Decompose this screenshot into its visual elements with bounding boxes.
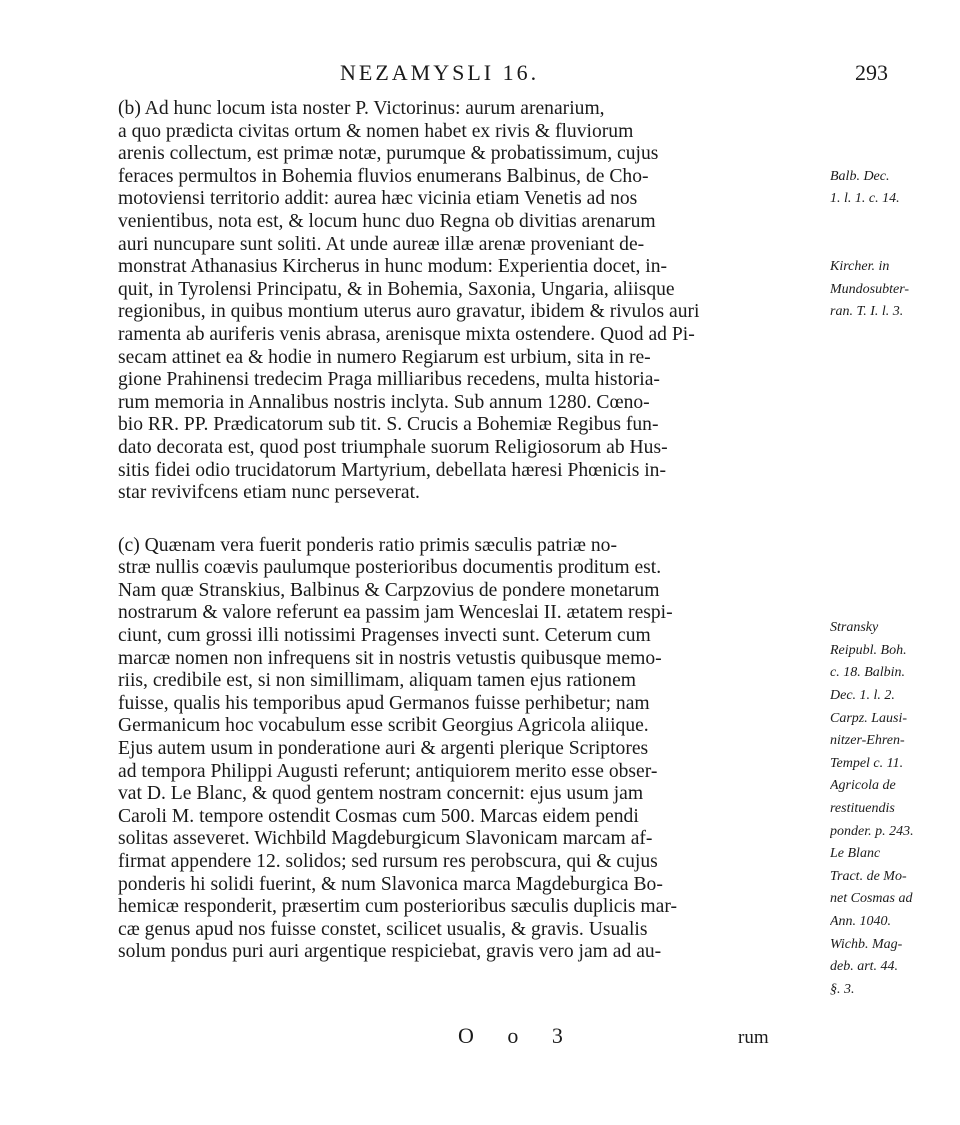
text-line: quit, in Tyrolensi Principatu, & in Bohemia, Saxonia, Ungaria, aliisque: [118, 278, 675, 300]
margin-note-line: c. 18. Balbin.: [830, 665, 906, 681]
text-line: Ejus autem usum in ponderatione auri & argenti plerique Scriptores: [118, 738, 649, 760]
text-line: hemicæ responderit, præsertim cum posterioribus sæculis duplicis mar-: [118, 896, 678, 918]
margin-note-line: [830, 98, 958, 121]
footnote-c: [118, 535, 830, 964]
margin-note-line: ran. T. I. l. 3.: [830, 304, 904, 320]
text-line: nostrarum & valore referunt ea passim jam Wenceslai II. ætatem respi-: [118, 602, 673, 624]
margin-note-line: Mundosubter-: [830, 281, 910, 297]
text-line: ciunt, cum grossi illi notissimi Pragenses invecti sunt. Ceterum cum: [118, 625, 651, 647]
text-line: stræ nullis coævis paulumque posterioribus documentis proditum est.: [118, 557, 662, 579]
margin-note-line: Wichb. Mag-: [830, 936, 903, 952]
page-footer: [118, 1023, 830, 1051]
margin-note-line: Balb. Dec.: [830, 168, 890, 184]
text-line: cæ genus apud nos fuisse constet, scilicet usualis, & gravis. Usualis: [118, 918, 648, 940]
margin-note-line: [830, 234, 958, 257]
text-line: (b) Ad hunc locum ista noster P. Victorinus: aurum arenarium,: [118, 98, 605, 119]
signature-mark: O o 3: [458, 1023, 577, 1048]
marginal-notes-b: [830, 98, 958, 324]
margin-note-line: Tempel c. 11.: [830, 755, 904, 771]
text-line: gione Prahinensi tredecim Praga milliaribus recedens, multa historia-: [118, 369, 660, 391]
text-line: motoviensi territorio addit: aurea hæc vicinia etiam Venetis ad nos: [118, 188, 638, 210]
margin-note-line: ponder. p. 243.: [830, 823, 914, 839]
margin-note-line: 1. l. 1. c. 14.: [830, 191, 900, 207]
text-line: marcæ nomen non infrequens sit in nostris vetustis quibusque memo-: [118, 647, 662, 669]
margin-note-line: Dec. 1. l. 2.: [830, 687, 895, 703]
margin-note-line: restituendis: [830, 800, 895, 816]
main-text: [118, 98, 830, 964]
text-line: solitas asseveret. Wichbild Magdeburgicum Slavonicam marcam af-: [118, 828, 653, 850]
text-line: firmat appendere 12. solidos; sed rursum res perobscura, qui & cujus: [118, 851, 658, 872]
text-line: Germanicum hoc vocabulum esse scribit Georgius Agricola aliique.: [118, 715, 649, 737]
text-line: star revivifcens etiam nunc perseverat.: [118, 482, 420, 504]
margin-note-line: Carpz. Lausi-: [830, 710, 908, 726]
text-line: (c) Quænam vera fuerit ponderis ratio primis sæculis patriæ no-: [118, 534, 617, 556]
marginal-notes-c: [830, 572, 958, 1001]
text-line: a quo prædicta civitas ortum & nomen habet ex rivis & fluviorum: [118, 120, 634, 142]
text-line: auri nuncupare sunt soliti. At unde aureæ illæ arenæ proveniant de-: [118, 233, 645, 255]
text-line: solum pondus puri auri argentique respiciebat, gravis vero jam ad au-: [118, 941, 662, 963]
margin-note-line: [830, 143, 958, 166]
margin-note-line: nitzer-Ehren-: [830, 733, 905, 749]
margin-note-line: Reipubl. Boh.: [830, 642, 907, 658]
text-line: vat D. Le Blanc, & quod gentem nostram concernit: ejus usum jam: [118, 783, 644, 805]
margin-note-line: Le Blanc: [830, 846, 881, 862]
text-line: Nam quæ Stranskius, Balbinus & Carpzovius de pondere monetarum: [118, 579, 660, 601]
catchword: rum: [738, 1027, 769, 1048]
margin-note-line: net Cosmas ad: [830, 891, 913, 907]
margin-note-line: [830, 121, 958, 144]
text-line: bio RR. PP. Prædicatorum sub tit. S. Crucis a Bohemiæ Regibus fun-: [118, 414, 659, 436]
margin-note-line: [830, 572, 958, 595]
text-line: venientibus, nota est, & locum hunc duo Regna ob divitias arenarum: [118, 210, 656, 232]
margin-note-line: Ann. 1040.: [830, 913, 892, 929]
page-header: [0, 60, 960, 92]
margin-note-line: Stransky: [830, 620, 879, 636]
text-line: secam attinet ea & hodie in numero Regiarum est urbium, sita in re-: [118, 346, 651, 368]
margin-note-line: [830, 595, 958, 618]
text-line: ponderis hi solidi fuerint, & num Slavonica marca Magdeburgica Bo-: [118, 873, 663, 895]
text-line: Caroli M. tempore ostendit Cosmas cum 500. Marcas eidem pendi: [118, 805, 639, 827]
text-line: feraces permultos in Bohemia fluvios enumerans Balbinus, de Cho-: [118, 165, 649, 187]
running-title: NEZAMYSLI 16.: [340, 60, 540, 85]
text-line: ramenta ab auriferis venis abrasa, arenisque mixta ostendere. Quod ad Pi-: [118, 323, 695, 345]
margin-note-line: Kircher. in: [830, 259, 890, 275]
text-line: riis, credibile est, si non simillimam, aliquam tamen ejus rationem: [118, 670, 637, 692]
margin-note-line: Tract. de Mo-: [830, 868, 907, 884]
margin-note-line: Agricola de: [830, 778, 896, 794]
footnote-b: [118, 98, 830, 505]
text-line: arenis collectum, est primæ notæ, purumque & probatissimum, cujus: [118, 143, 659, 165]
text-line: monstrat Athanasius Kircherus in hunc modum: Experientia docet, in-: [118, 256, 668, 278]
text-line: rum memoria in Annalibus nostris inclyta. Sub annum 1280. Cœno-: [118, 391, 650, 413]
text-line: ad tempora Philippi Augusti referunt; antiquiorem merito esse obser-: [118, 760, 658, 782]
margin-note-line: deb. art. 44.: [830, 959, 899, 975]
page-number: 293: [855, 60, 888, 85]
margin-note-line: [830, 211, 958, 234]
text-line: fuisse, qualis his temporibus apud Germanos fuisse perhibetur; nam: [118, 692, 650, 714]
text-line: regionibus, in quibus montium uterus auro gravatur, ibidem & rivulos auri: [118, 301, 700, 323]
text-line: sitis fidei odio trucidatorum Martyrium, debellata hæresi Phœnicis in-: [118, 459, 666, 481]
paragraph-gap: [118, 505, 830, 535]
margin-note-line: §. 3.: [830, 981, 855, 997]
text-line: dato decorata est, quod post triumphale suorum Religiosorum ab Hus-: [118, 436, 668, 458]
